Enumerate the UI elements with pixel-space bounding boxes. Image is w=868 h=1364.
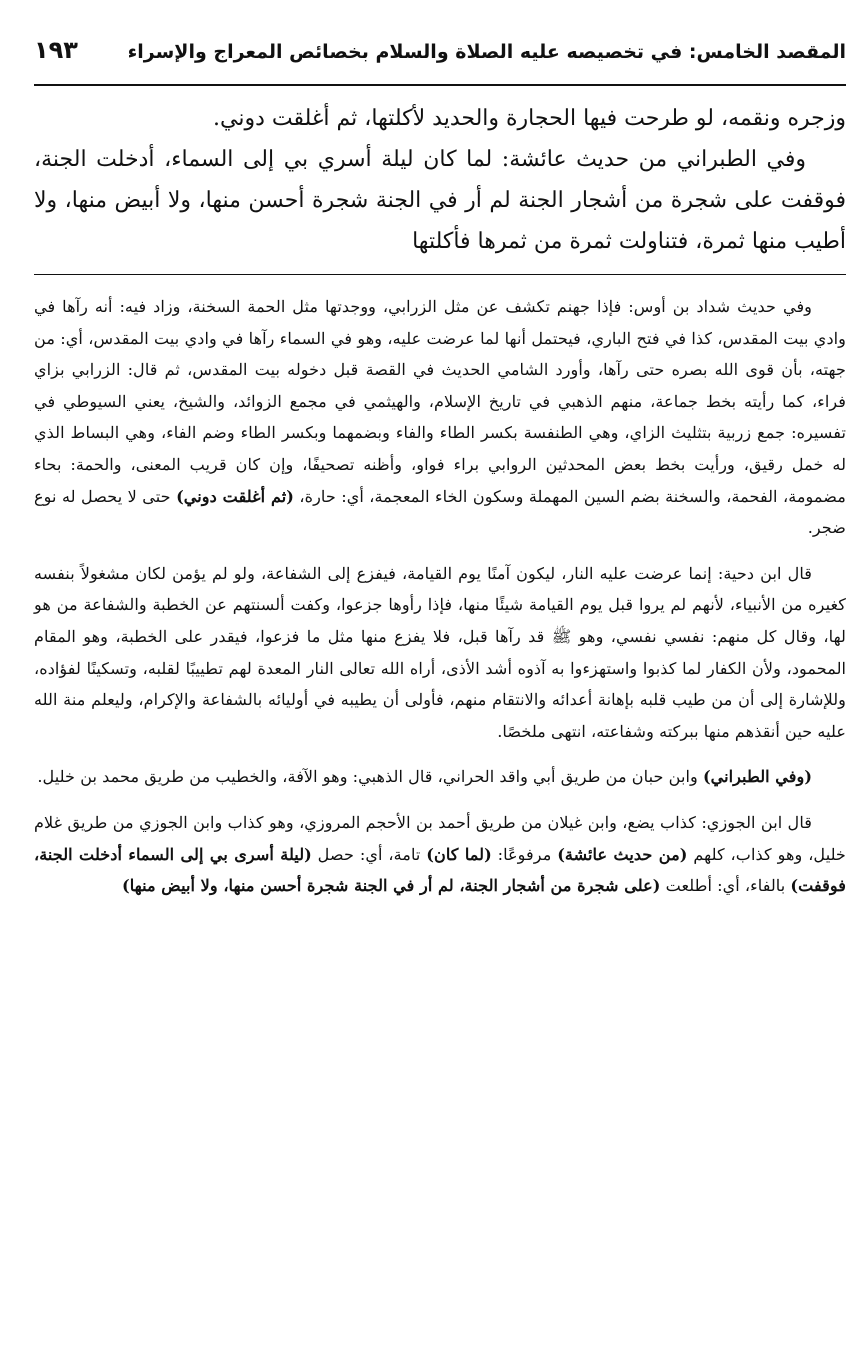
commentary-text: مرفوعًا: [497, 844, 552, 864]
commentary-paragraph-3 [34, 761, 846, 793]
commentary-text: وابن حبان من طريق أبي واقد الحراني، قال الذهبي: وهو الآفة، والخطيب من طريق محمد بن خليل. [37, 767, 698, 787]
main-paragraph-2: وفي الطبراني من حديث عائشة: لما كان ليلة أسري بي إلى السماء، أدخلت الجنة، فوقفت على شجرة من أشجار الجنة لم أر في الجنة شجرة أحسن منها، ولا أبيض منها، ولا أطيب منها ثمرة، فتناولت ثمرة من ثمرها فأكلتها [34, 147, 846, 254]
commentary-quote: (وفي الطبراني) [702, 767, 812, 787]
commentary-quote: (على شجرة من أشجار الجنة، لم أر في الجنة شجرة أحسن منها، ولا أبيض منها) [122, 876, 661, 896]
commentary-text: حتى لا يحصل له نوع ضجر. [34, 486, 846, 538]
commentary-quote: (لما كان) [426, 844, 492, 864]
commentary-quote: (ليلة أسرى بي إلى السماء أدخلت الجنة، فوقفت) [34, 844, 846, 896]
commentary-paragraph-4 [34, 807, 846, 902]
footnote-divider [34, 274, 846, 275]
commentary-text: وفي حديث شداد بن أوس: فإذا جهنم تكشف عن مثل الزرابي، ووجدتها مثل الحمة السخنة، وزاد فيه: أنه رآها في وادي بيت المقدس، كذا في فتح الباري، فيحتمل أنها لما عرضت عليه، وهو في السماء رآها في وادي بيت المقدس، أي: من جهته، بأن قوى الله بصره حتى رآها، وأورد الشامي الحديث في القصة قبل دخوله بيت المقدس، ثم قال: الزرابي بزاي فراء، كما رأيته بخط جماعة، منهم الذهبي في تاريخ الإسلام، والهيثمي في مجمع الزوائد، والشيخ، يعني السيوطي في تفسيره: جمع زربية بتثليث الزاي، وهي الطنفسة بكسر الطاء والفاء وبضمهما وبكسر الطاء وضم الفاء، وهي البساط الذي له خمل رقيق، ورأيت بخط بعض المحدثين الروابي براء فواو، وأظنه تصحيفًا، وإن كان قريب المعنى، والحمة: بحاء مضمومة، الفحمة، والسخنة بضم السين المهملة وسكون الخاء المعجمة، أي: حارة، [34, 297, 846, 506]
header-title: المقصد الخامس: في تخصيصه عليه الصلاة والسلام بخصائص المعراج والإسراء [127, 41, 846, 63]
main-paragraph-1: وزجره ونقمه، لو طرحت فيها الحجارة والحديد لأكلتها، ثم أغلقت دوني. [213, 106, 846, 131]
commentary-text: قال ابن الجوزي: كذاب يضع، وابن غيلان من طريق أحمد بن الأحجم المروزي، وهو كذاب وابن الجوزي من طريق غلام خليل، وهو كذاب، كلهم [34, 812, 846, 864]
commentary-paragraph-1 [34, 291, 846, 544]
commentary-paragraph-2: قال ابن دحية: إنما عرضت عليه النار، ليكون آمنًا يوم القيامة، فيفزع إلى الشفاعة، ولو لم يؤمن لكان مشغولاً بنفسه كغيره من الأنبياء، لأنهم لم يروا قبل يوم القيامة شيئًا منها، فإذا رأوها جزعوا، وكفت ألسنتهم عن الخطبة والشفاعة من هو لها، وقال كل منهم: نفسي نفسي، وهو ﷺ قد رآها قبل، فلا يفزع منها مثل ما فزعوا، فيقدر على الخطبة، وهو المقام المحمود، ولأن الكفار لما كذبوا واستهزءوا به آذوه أشد الأذى، أراه الله تعالى النار المعدة لهم تطييبًا لقلبه، وتسكينًا لفؤاده، وللإشارة إلى أن من طيب قلبه بإهانة أعدائه والانتقام منهم، فأولى أن يطيبه في أوليائه بالشفاعة والإكرام، وليعلم منة الله عليه حين أنقذهم منها ببركته وشفاعته، انتهى ملخصًا. [34, 563, 846, 741]
commentary-quote: (ثم أغلقت دوني) [176, 486, 294, 506]
commentary [34, 291, 846, 902]
page-number: ١٩٣ [34, 36, 78, 64]
main-text [34, 98, 846, 262]
commentary-quote: (من حديث عائشة) [557, 844, 688, 864]
commentary-text: تامة، أي: حصل [317, 844, 421, 864]
book-page [34, 36, 846, 1336]
running-header [34, 36, 846, 86]
commentary-text: بالفاء، أي: أطلعت [665, 876, 786, 896]
